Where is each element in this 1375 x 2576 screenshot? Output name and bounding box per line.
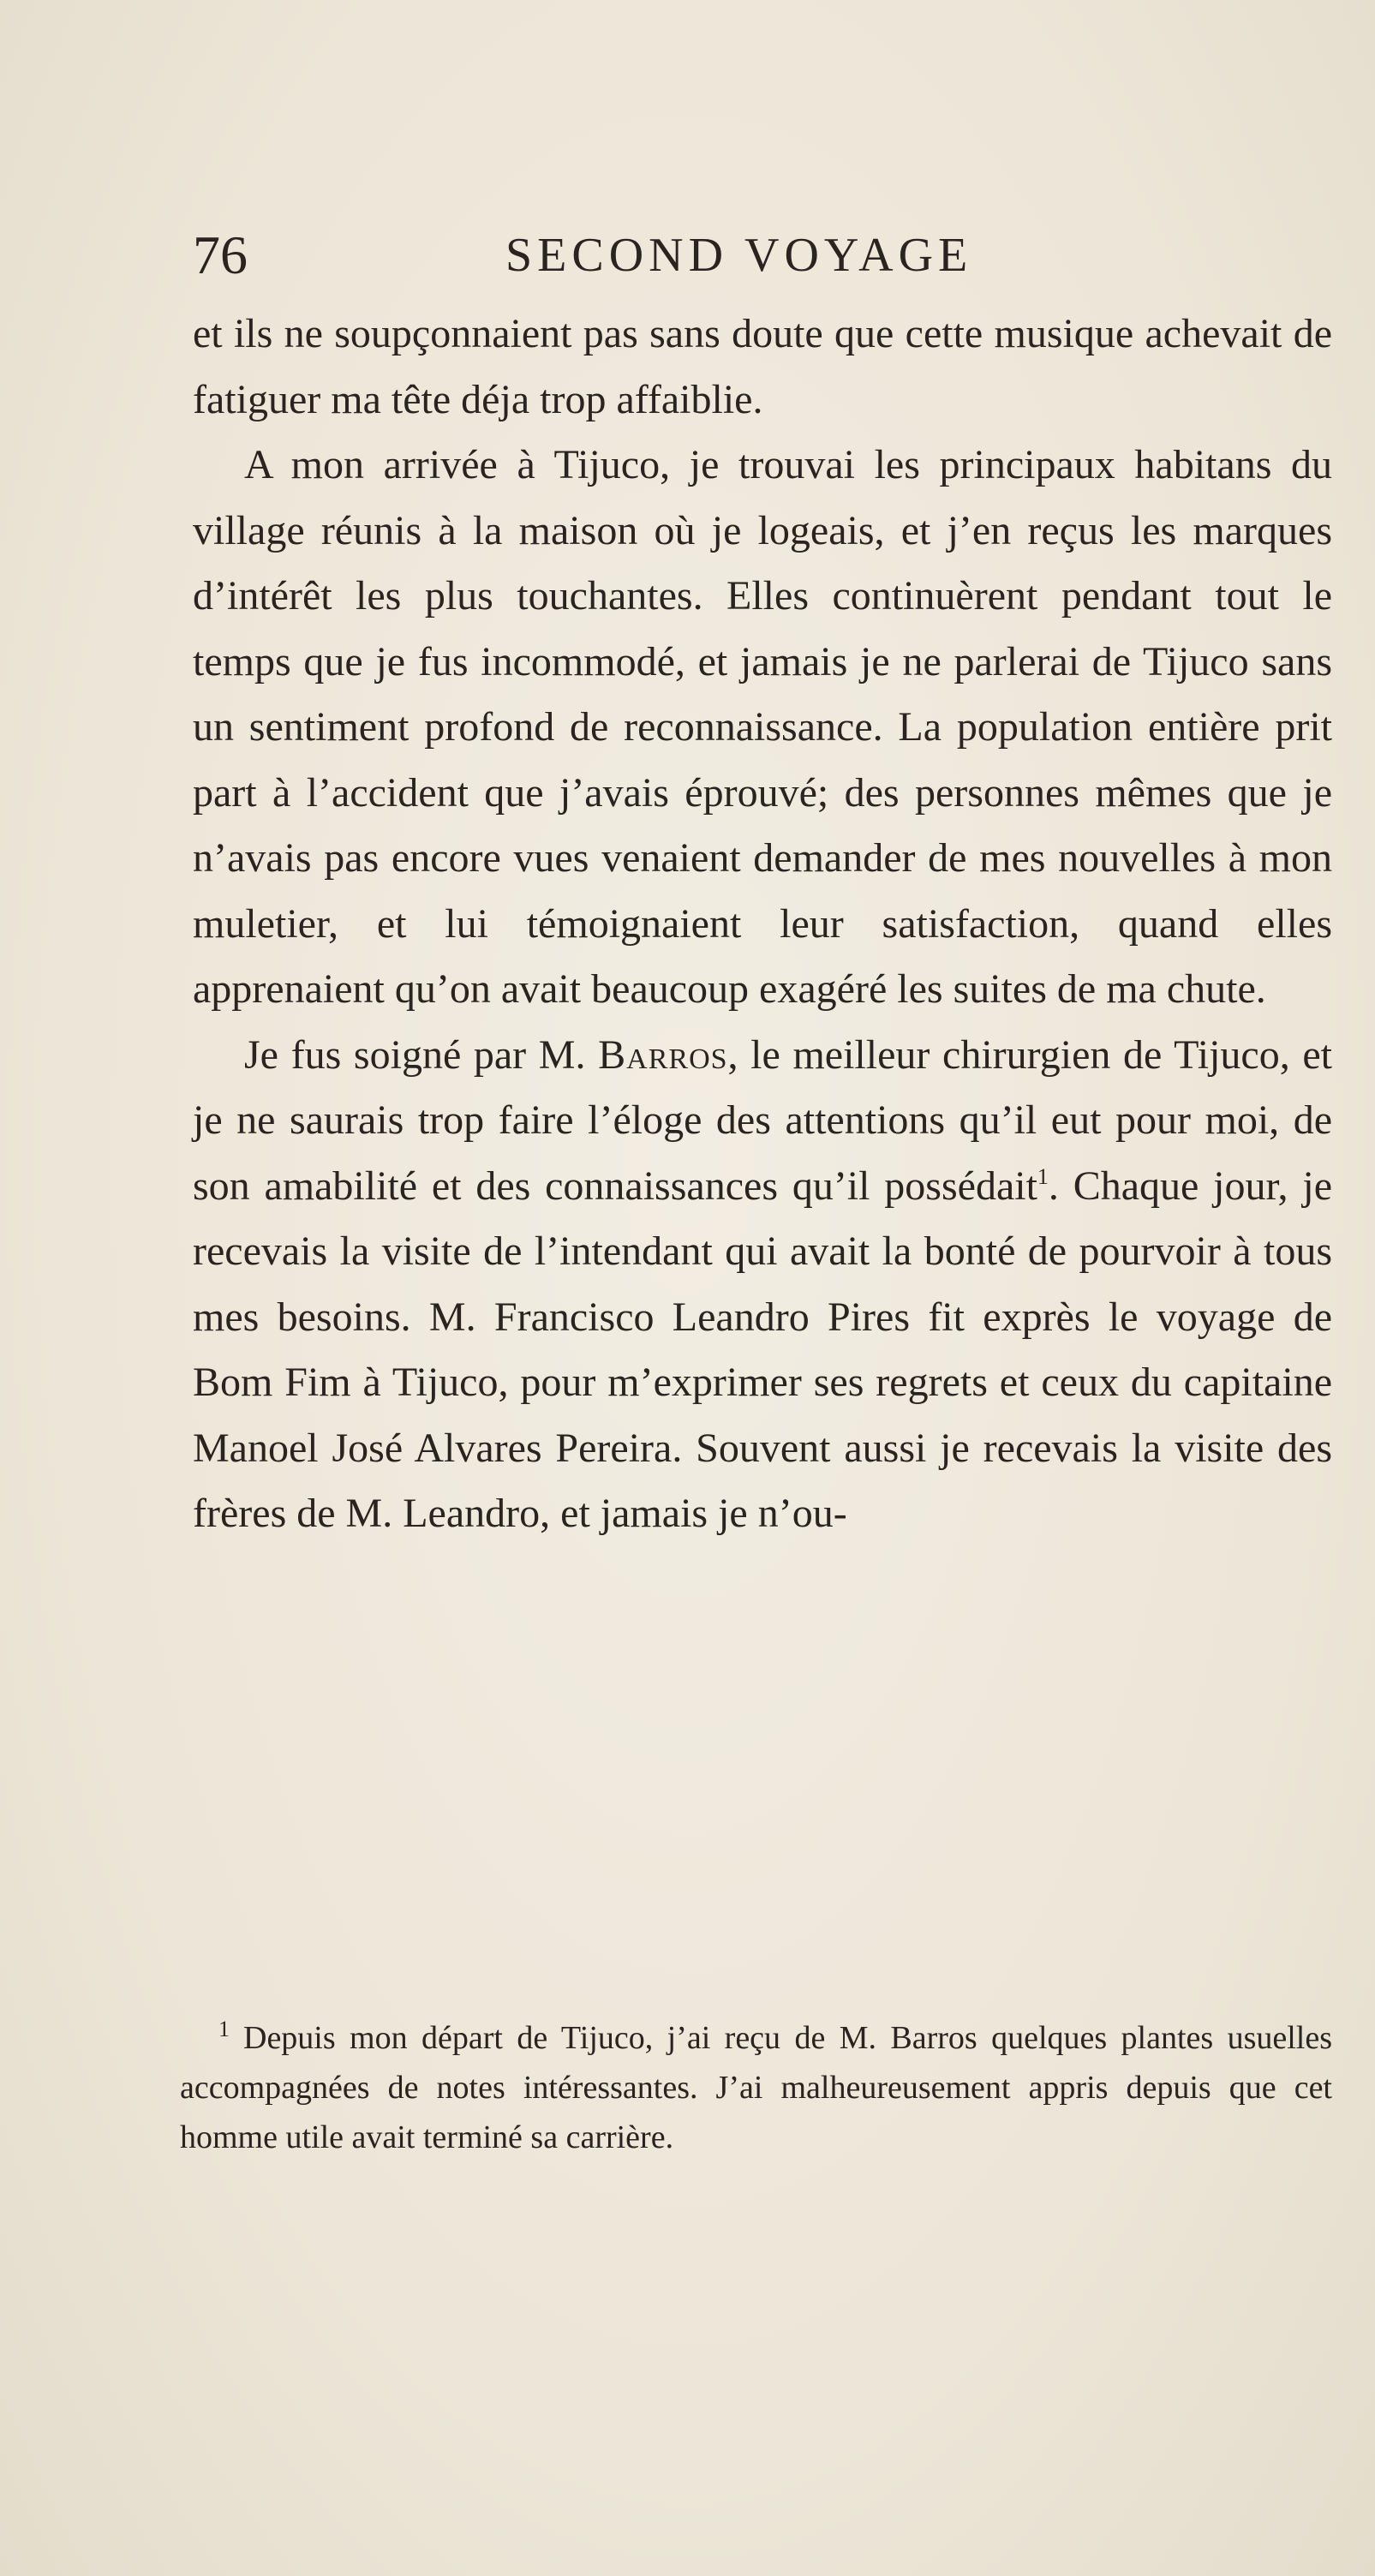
page-header [193,221,1349,290]
footnote-1 [180,2013,1332,2162]
surgeon-name: Barros [598,1031,728,1078]
footnote-reference: 1 [1037,1163,1049,1189]
page-number: 76 [193,224,248,285]
footnotes [180,2013,1332,2162]
paragraph-2: A mon arrivée à Tijuco, je trouvai les principaux habitans du village réunis à la maison où je logeais, et j’en reçus les marques d’intérêt les plus touchantes. Elles continuèrent pendant tout le temps que je fus incommodé, et jamais je ne parlerai de Tijuco sans un sentiment profond de reconnaissance. La population entière prit part à l’accident que j’avais éprouvé; des personnes mêmes que je n’avais pas encore vues venaient demander de mes nouvelles à mon muletier, et lui témoignaient leur satisfaction, quand elles apprenaient qu’on avait beaucoup exagéré les suites de ma chute. [193,442,1332,1012]
footnote-text: Depuis mon départ de Tijuco, j’ai reçu de M. Barros quelques plantes usuelles accompagnées de notes intéressantes. J’ai malheureusement appris depuis que cet homme utile avait terminé sa carrière. [180,2020,1332,2155]
footnote-marker: 1 [218,2017,230,2041]
paragraph-3-part-b: , le meilleur chirurgien de Tijuco, et je ne saurais trop faire l’éloge des attentions qu’il eut pour moi, de son amabilité et des connaissances qu’il possédait [193,1031,1333,1209]
paragraph-3-part-c: . Chaque jour, je recevais la visite de l’intendant qui avait la bonté de pourvoir à tous mes besoins. M. Francisco Leandro Pires fit exprès le voyage de Bom Fim à Tijuco, pour m’exprimer ses regrets et ceux du capitaine Manoel José Alvares Pereira. Souvent aussi je recevais la visite des frères de M. Leandro, et jamais je n’ou- [193,1162,1332,1536]
paragraph-3 [193,1023,1332,1547]
body-text [193,302,1332,1547]
running-title: SECOND VOYAGE [505,229,973,282]
paragraph-3-part-a: Je fus soigné par M. [244,1031,599,1078]
paragraph-1: et ils ne soupçonnaient pas sans doute que cette musique achevait de fatiguer ma tête déja trop affaiblie. [193,311,1332,422]
